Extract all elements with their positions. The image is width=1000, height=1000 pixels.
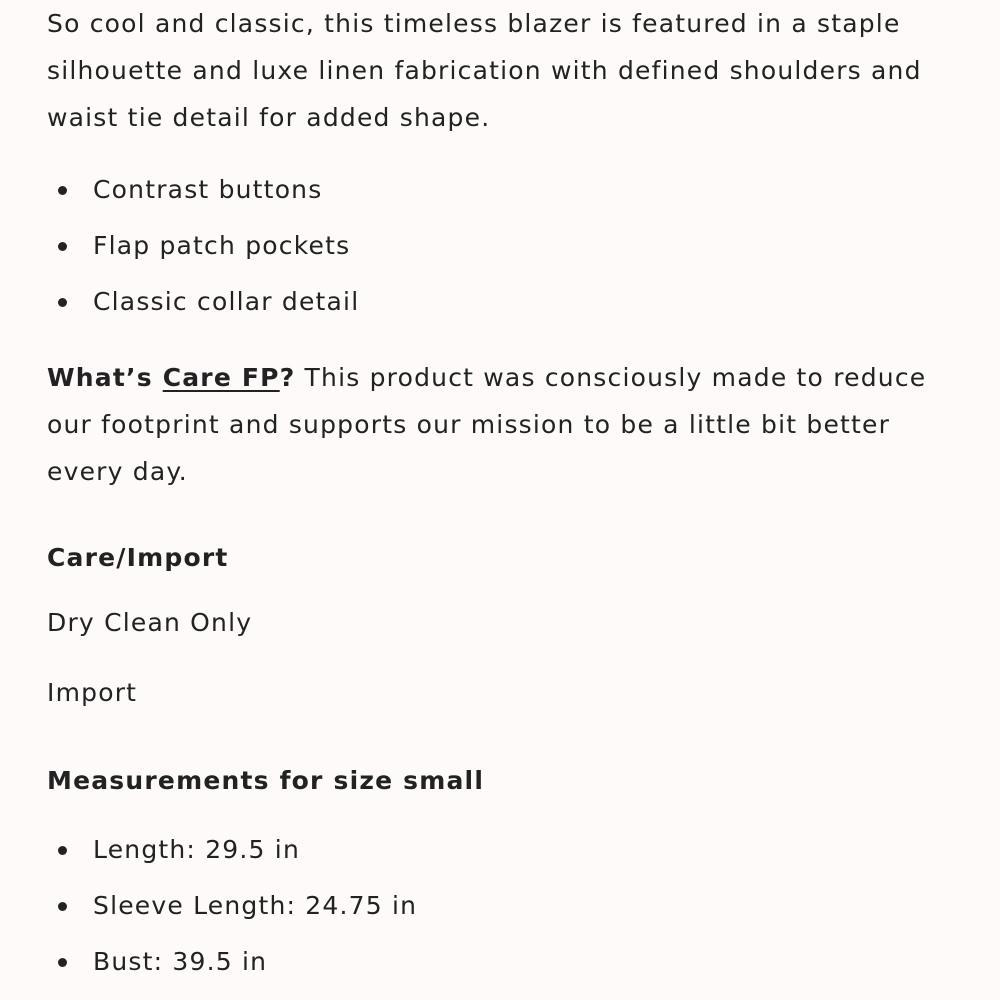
care-instructions: Dry Clean Only — [47, 608, 253, 637]
feature-label: Flap patch pockets — [93, 231, 351, 260]
measurement-list — [47, 822, 417, 990]
list-item — [47, 822, 417, 878]
bullet-icon — [58, 242, 67, 251]
bullet-icon — [58, 958, 67, 967]
care-fp-paragraph — [47, 354, 967, 495]
care-fp-link[interactable]: Care FP — [162, 363, 280, 392]
feature-list — [47, 162, 359, 330]
measurement-label: Length: 29.5 in — [93, 835, 301, 864]
care-fp-question-mark: ? — [279, 363, 296, 392]
bullet-icon — [58, 186, 67, 195]
feature-label: Contrast buttons — [93, 175, 323, 204]
measurements-heading: Measurements for size small — [47, 766, 485, 795]
list-item — [47, 878, 417, 934]
bullet-icon — [58, 298, 67, 307]
list-item — [47, 934, 417, 990]
care-fp-text: This product was consciously made to reduce our footprint and supports our mission to be a little bit better every day. — [47, 363, 927, 486]
measurement-label: Bust: 39.5 in — [93, 947, 268, 976]
feature-label: Classic collar detail — [93, 287, 360, 316]
origin-text: Import — [47, 678, 138, 707]
measurement-label: Sleeve Length: 24.75 in — [93, 891, 418, 920]
list-item — [47, 162, 359, 218]
care-fp-prefix: What’s — [47, 363, 163, 392]
care-import-heading: Care/Import — [47, 543, 229, 572]
list-item — [47, 218, 359, 274]
bullet-icon — [58, 902, 67, 911]
bullet-icon — [58, 846, 67, 855]
list-item — [47, 274, 359, 330]
product-intro-text: So cool and classic, this timeless blazer is featured in a staple silhouette and luxe linen fabrication with defined shoulders and waist tie detail for added shape. — [47, 9, 922, 132]
